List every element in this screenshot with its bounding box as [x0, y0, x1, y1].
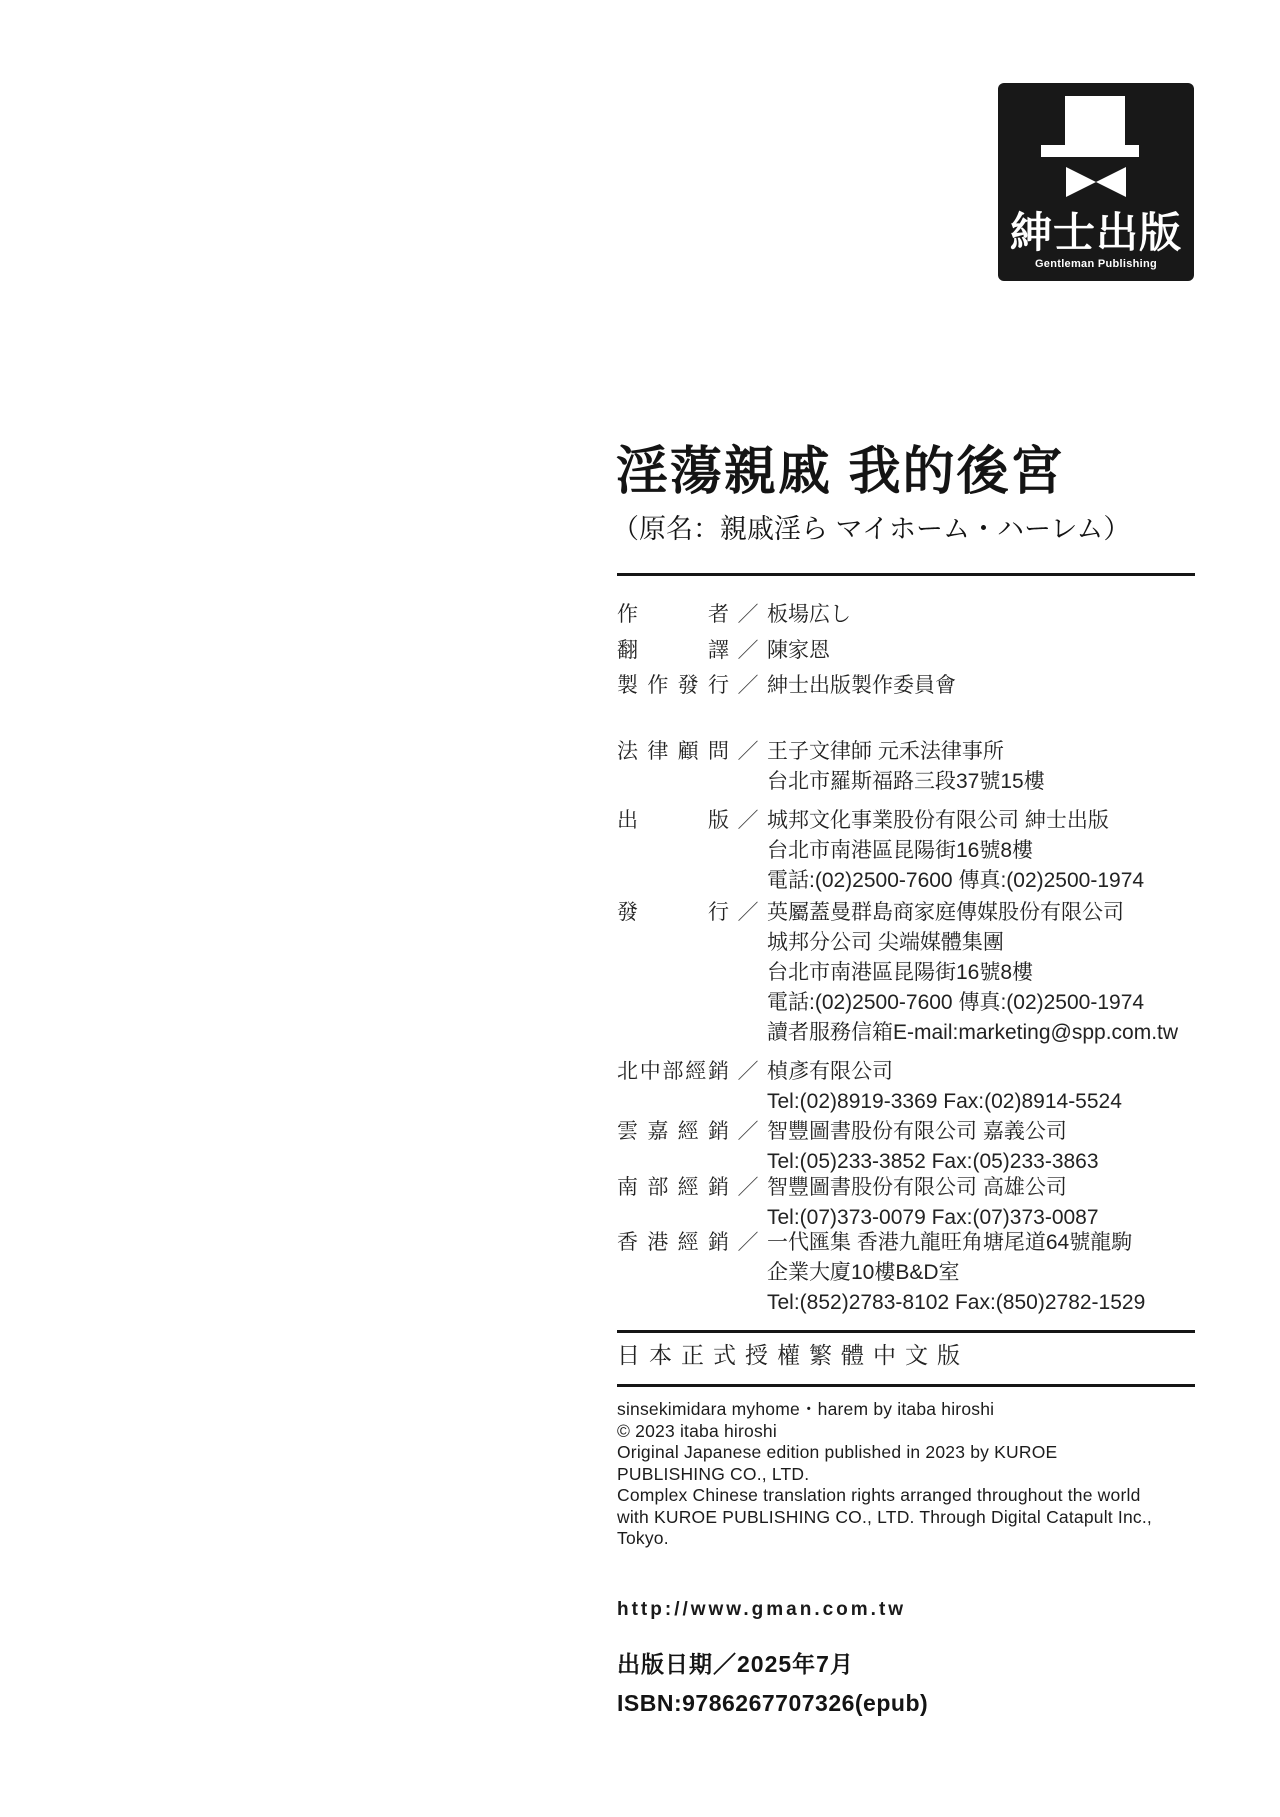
credit-values	[767, 636, 830, 666]
credit-values	[767, 600, 851, 630]
credit-entry-south-dist	[617, 1173, 1099, 1233]
credit-value-line: 英屬蓋曼群島商家庭傳媒股份有限公司	[767, 901, 1124, 924]
credit-value-line: 台北市羅斯福路三段37號15樓	[767, 770, 1045, 793]
publication-date: 出版日期／2025年7月	[617, 1651, 854, 1677]
credit-values	[767, 806, 1144, 896]
credit-value-line: 板場広し	[767, 603, 851, 626]
credit-value-line: 城邦文化事業股份有限公司 紳士出版	[767, 809, 1109, 832]
copyright-line: with KUROE PUBLISHING CO., LTD. Through Digital Catapult Inc.,	[617, 1506, 1152, 1527]
credit-value-line: 電話:(02)2500-7600 傳真:(02)2500-1974	[767, 869, 1145, 892]
credit-separator: ／	[737, 1120, 759, 1143]
book-title: 淫蕩親戚 我的後宮	[616, 443, 1065, 501]
credit-value-line: 楨彥有限公司	[767, 1060, 893, 1083]
credit-value-line: 智豐圖書股份有限公司 嘉義公司	[767, 1120, 1067, 1143]
credit-entry-publisher	[617, 806, 1144, 896]
license-banner: 日本正式授權繁體中文版	[617, 1342, 969, 1368]
copyright-line: sinsekimidara myhome・harem by itaba hiroshi	[617, 1399, 995, 1419]
credit-entry-yunjia-dist	[617, 1117, 1099, 1177]
credit-separator: ／	[737, 639, 759, 662]
credit-label: 作 者	[617, 603, 729, 626]
credit-label: 北 中 部 經 銷	[617, 1060, 729, 1083]
credit-entry-author	[617, 600, 851, 630]
credit-entry-translator	[617, 636, 830, 666]
credits-section	[617, 0, 1237, 1320]
credit-separator: ／	[737, 1060, 759, 1083]
divider-middle	[617, 1330, 1195, 1333]
credit-label: 發 行	[617, 901, 729, 924]
credit-values	[767, 1117, 1099, 1177]
credit-separator: ／	[737, 1231, 759, 1254]
credit-entry-distributor	[617, 898, 1178, 1048]
credit-value-line: 陳家恩	[767, 639, 830, 662]
copyright-block	[617, 1399, 1152, 1550]
credit-values	[767, 1173, 1099, 1233]
credit-label: 雲 嘉 經 銷	[617, 1120, 729, 1143]
credit-value-line: 台北市南港區昆陽街16號8樓	[767, 961, 1034, 984]
credit-values	[767, 1057, 1122, 1117]
copyright-line: Complex Chinese translation rights arranged throughout the world	[617, 1485, 1141, 1505]
credit-value-line: Tel:(852)2783-8102 Fax:(850)2782-1529	[767, 1291, 1146, 1314]
book-original-title: （原名：親戚淫ら マイホーム・ハーレム）	[612, 514, 1131, 544]
credit-value-line: 讀者服務信箱E-mail:marketing@spp.com.tw	[767, 1021, 1179, 1044]
isbn-line: ISBN:9786267707326(epub)	[617, 1690, 929, 1716]
credit-value-line: 電話:(02)2500-7600 傳真:(02)2500-1974	[767, 991, 1145, 1014]
publisher-name-zh: 紳士出版	[1009, 209, 1182, 256]
credit-value-line: 台北市南港區昆陽街16號8樓	[767, 839, 1034, 862]
credit-value-line: 企業大廈10樓B&D室	[767, 1261, 960, 1284]
credit-value-line: 紳士出版製作委員會	[767, 674, 956, 697]
credit-separator: ／	[737, 901, 759, 924]
website-url: http://www.gman.com.tw	[617, 1599, 907, 1620]
credit-value-line: 王子文律師 元禾法律事所	[767, 740, 1004, 763]
credit-entry-north-central-dist	[617, 1057, 1122, 1117]
credit-separator: ／	[737, 1176, 759, 1199]
credit-value-line: Tel:(02)8919-3369 Fax:(02)8914-5524	[767, 1090, 1122, 1113]
copyright-line: © 2023 itaba hiroshi	[617, 1420, 777, 1441]
credit-value-line: Tel:(07)373-0079 Fax:(07)373-0087	[767, 1206, 1099, 1229]
credit-entry-legal-advisor	[617, 737, 1045, 797]
divider-bottom	[617, 1384, 1195, 1387]
credit-label: 翻 譯	[617, 639, 729, 662]
credit-separator: ／	[737, 674, 759, 697]
copyright-line: PUBLISHING CO., LTD.	[617, 1463, 810, 1484]
credit-values	[767, 737, 1045, 797]
credit-value-line: 城邦分公司 尖端媒體集團	[767, 931, 1004, 954]
credit-label: 出 版	[617, 809, 729, 832]
credit-separator: ／	[737, 603, 759, 626]
credit-values	[767, 1228, 1145, 1318]
credit-label: 法 律 顧 問	[617, 740, 729, 763]
credit-separator: ／	[737, 809, 759, 832]
copyright-line: Tokyo.	[617, 1528, 669, 1548]
credit-values	[767, 671, 956, 701]
credit-value-line: 智豐圖書股份有限公司 高雄公司	[767, 1176, 1067, 1199]
credit-label: 南 部 經 銷	[617, 1176, 729, 1199]
copyright-line: Original Japanese edition published in 2023 by KUROE	[617, 1442, 1058, 1462]
credit-value-line: 一代匯集 香港九龍旺角塘尾道64號龍駒	[767, 1231, 1133, 1254]
credit-separator: ／	[737, 740, 759, 763]
credit-values	[767, 898, 1178, 1048]
credit-label: 香 港 經 銷	[617, 1231, 729, 1254]
credit-entry-production	[617, 671, 956, 701]
credit-label: 製 作 發 行	[617, 674, 729, 697]
publisher-name-en: Gentleman Publishing	[1034, 258, 1158, 270]
credit-value-line: Tel:(05)233-3852 Fax:(05)233-3863	[767, 1150, 1099, 1173]
credit-entry-hongkong-dist	[617, 1228, 1145, 1318]
